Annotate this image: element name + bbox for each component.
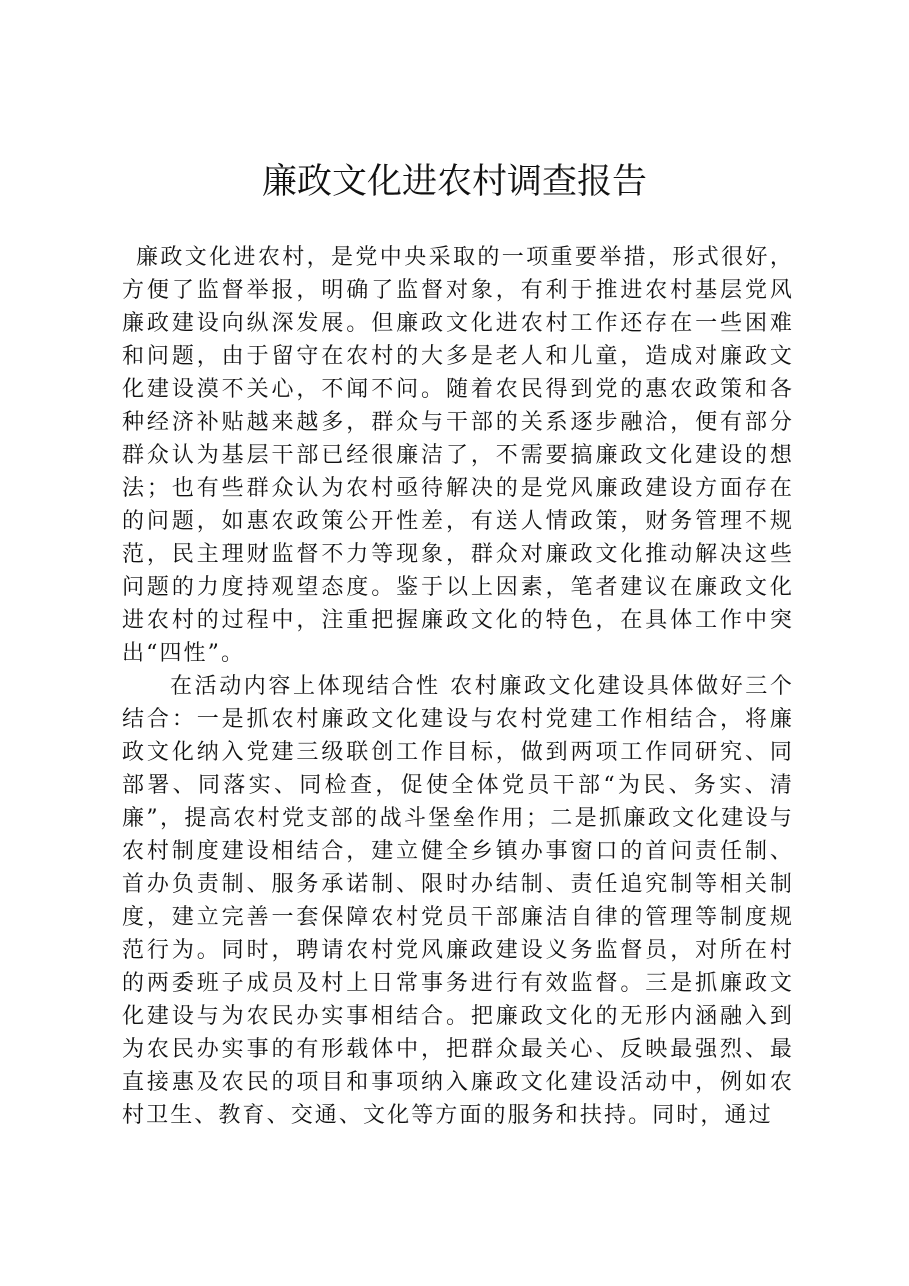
document-body [122,241,794,1132]
body-paragraph-2: 在活动内容上体现结合性 农村廉政文化建设具体做好三个结合：一是抓农村廉政文化建设与农村党建工作相结合，将廉政文化纳入党建三级联创工作目标，做到两项工作同研究、同部署、同落实、同检查，促使全体党员干部“为民、务实、清廉”，提高农村党支部的战斗堡垒作用；二是抓廉政文化建设与农村制度建设相结合，建立健全乡镇办事窗口的首问责任制、首办负责制、服务承诺制、限时办结制、责任追究制等相关制度，建立完善一套保障农村党员干部廉洁自律的管理等制度规范行为。同时，聘请农村党风廉政建设义务监督员，对所在村的两委班子成员及村上日常事务进行有效监督。三是抓廉政文化建设与为农民办实事相结合。把廉政文化的无形内涵融入到为农民办实事的有形载体中，把群众最关心、反映最强烈、最直接惠及农民的项目和事项纳入廉政文化建设活动中，例如农村卫生、教育、交通、文化等方面的服务和扶持。同时，通过 [122,674,794,1128]
document-title: 廉政文化进农村调查报告 [261,162,647,202]
body-paragraph-1: 廉政文化进农村，是党中央采取的一项重要举措，形式很好，方便了监督举报，明确了监督对象，有利于推进农村基层党风廉政建设向纵深发展。但廉政文化进农村工作还存在一些困难和问题，由于留守在农村的大多是老人和儿童，造成对廉政文化建设漠不关心，不闻不问。随着农民得到党的惠农政策和各种经济补贴越来越多，群众与干部的关系逐步融洽，便有部分群众认为基层干部已经很廉洁了，不需要搞廉政文化建设的想法；也有些群众认为农村亟待解决的是党风廉政建设方面存在的问题，如惠农政策公开性差，有送人情政策，财务管理不规范，民主理财监督不力等现象，群众对廉政文化推动解决这些问题的力度持观望态度。鉴于以上因素，笔者建议在廉政文化进农村的过程中，注重把握廉政文化的特色，在具体工作中突出“四性”。 [122,245,794,666]
